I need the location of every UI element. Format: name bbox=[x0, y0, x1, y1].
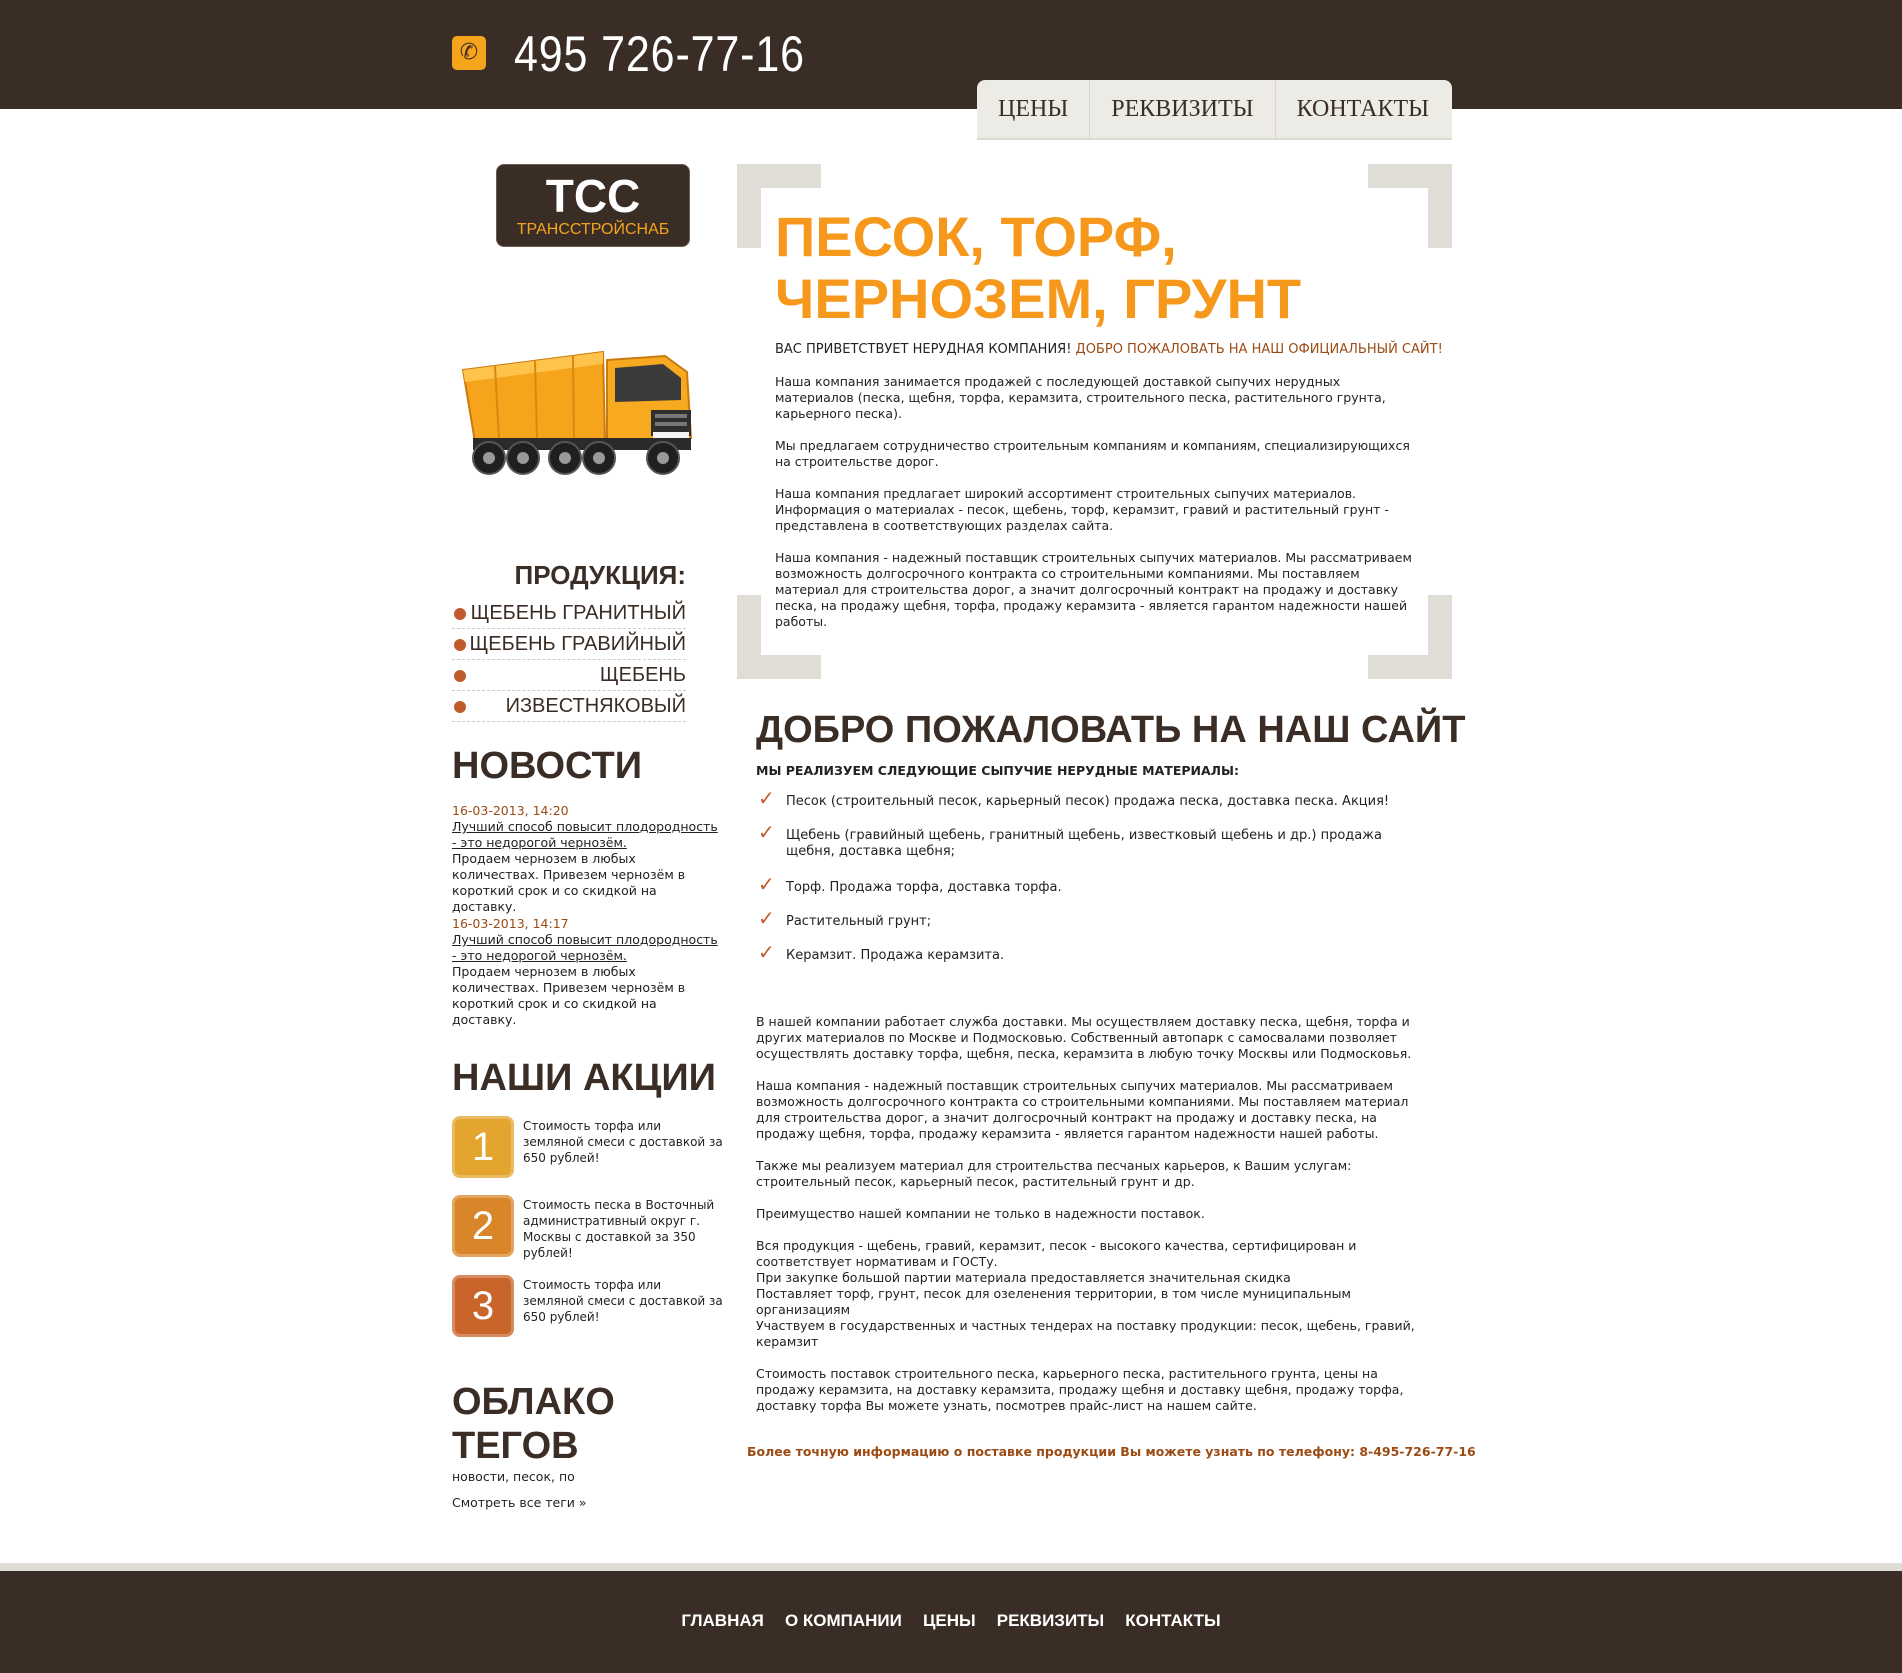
main-body bbox=[756, 1014, 1436, 1430]
top-nav bbox=[977, 80, 1452, 138]
hero-paragraph: Наша компания предлагает широкий ассортимент строительных сыпучих материалов. Информация о материалах - песок, щебень, торф, керамзит, гравий и растительный грунт - представлена в соответствующих разделах сайта. bbox=[775, 486, 1389, 533]
promo-number: 2 bbox=[452, 1195, 514, 1257]
hero-box bbox=[737, 164, 1452, 679]
logo[interactable] bbox=[496, 164, 690, 247]
product-item[interactable] bbox=[452, 598, 686, 629]
material-text: Песок (строительный песок, карьерный песок) продажа песка, доставка песка. Акция! bbox=[786, 794, 1390, 809]
hero-greeting bbox=[775, 342, 1443, 357]
hero-body bbox=[775, 374, 1415, 646]
products-list bbox=[452, 598, 686, 722]
material-text: Торф. Продажа торфа, доставка торфа. bbox=[786, 880, 1062, 895]
product-item[interactable] bbox=[452, 629, 686, 660]
bullet-icon bbox=[454, 701, 466, 713]
body-paragraph: Стоимость поставок строительного песка, карьерного песка, растительного грунта, цены на продажу керамзита, на доставку керамзита, продажу щебня и доставку щебня, продажу торфа, доставку торфа Вы можете узнать, посмотрев прайс-лист на нашем сайте. bbox=[756, 1366, 1404, 1413]
footer-link-prices[interactable]: ЦЕНЫ bbox=[922, 1611, 976, 1630]
material-text: Керамзит. Продажа керамзита. bbox=[786, 948, 1005, 963]
material-item bbox=[756, 786, 1416, 810]
welcome-title: ДОБРО ПОЖАЛОВАТЬ НА НАШ САЙТ bbox=[756, 709, 1466, 751]
checkmark-icon: ✓ bbox=[758, 940, 775, 964]
body-paragraph: В нашей компании работает служба доставки. Мы осуществляем доставку песка, щебня, торфа и других материалов по Москве и Подмосковью. Собственный автопарк с самосвалами позволяет осуществлять доставку торфа, щебня, песка, керамзита в любую точку Москвы или Подмосковья. bbox=[756, 1014, 1412, 1061]
news-item bbox=[452, 803, 722, 915]
greeting-text: ВАС ПРИВЕТСТВУЕТ НЕРУДНАЯ КОМПАНИЯ! bbox=[775, 342, 1076, 357]
header-bar bbox=[0, 0, 1902, 109]
hero-paragraph: Наша компания занимается продажей с последующей доставкой сыпучих нерудных материалов (песка, щебня, торфа, керамзита, строительного песка, растительного грунта, карьерного песка). bbox=[775, 374, 1386, 421]
promo-number: 1 bbox=[452, 1116, 514, 1178]
footer-link-requisites[interactable]: РЕКВИЗИТЫ bbox=[996, 1611, 1105, 1630]
news-title: НОВОСТИ bbox=[452, 745, 643, 787]
product-item[interactable] bbox=[452, 691, 686, 722]
promo-item[interactable] bbox=[452, 1116, 722, 1180]
checkmark-icon: ✓ bbox=[758, 820, 775, 844]
checkmark-icon: ✓ bbox=[758, 786, 775, 810]
body-paragraph: Наша компания - надежный поставщик строительных сыпучих материалов. Мы рассматриваем возможность долгосрочного контракта со строительными компаниями. Мы поставляем материал для строительства дорог, а значит долгосрочный контракт на продажу и доставку песка, на продажу щебня, торфа, продажу керамзита - является гарантом надежности нашей работы. bbox=[756, 1078, 1409, 1141]
dump-truck-image bbox=[455, 330, 735, 490]
news-link[interactable]: Лучший способ повысит плодородность - это недорогой чернозём. bbox=[452, 819, 718, 850]
material-item bbox=[756, 872, 1416, 896]
material-item bbox=[756, 820, 1416, 860]
footer-nav bbox=[0, 1611, 1902, 1631]
hero-paragraph: Наша компания - надежный поставщик строительных сыпучих материалов. Мы рассматриваем возможность долгосрочного контракта со строительными компаниями. Мы поставляем материал для строительства дорог, а значит долгосрочный контракт на продажу и доставку песка, на продажу щебня, торфа, продажу керамзита - является гарантом надежности нашей работы. bbox=[775, 550, 1412, 629]
tags-title: ОБЛАКО ТЕГОВ bbox=[452, 1381, 615, 1467]
product-label: ЩЕБЕНЬ ГРАВИЙНЫЙ bbox=[469, 633, 686, 655]
footer bbox=[0, 1571, 1902, 1673]
hero-title: ПЕСОК, ТОРФ, ЧЕРНОЗЕМ, ГРУНТ bbox=[775, 205, 1302, 330]
bullet-icon bbox=[454, 608, 466, 620]
checkmark-icon: ✓ bbox=[758, 872, 775, 896]
nav-requisites[interactable]: РЕКВИЗИТЫ bbox=[1090, 80, 1275, 138]
logo-abbr: ТСС bbox=[545, 170, 641, 222]
promo-text: Стоимость песка в Восточный административный округ г. Москвы с доставкой за 350 рублей! bbox=[523, 1198, 715, 1260]
body-paragraph: Вся продукция - щебень, гравий, керамзит, песок - высокого качества, сертифицирован и соответствует нормативам и ГОСТу. При закупке большой партии материала предоставляется значительная скидка Поставляет торф, грунт, песок для озеленения территории, в том числе муниципальным организациям Участвуем в государственных и частных тендерах на поставку продукции: песок, щебень, гравий, керамзит bbox=[756, 1238, 1415, 1349]
contact-callout: Более точную информацию о поставке продукции Вы можете узнать по телефону: 8-495-726-77-16 bbox=[747, 1444, 1476, 1459]
product-label: ЩЕБЕНЬ bbox=[599, 664, 686, 686]
material-item bbox=[756, 906, 1416, 930]
material-text: Щебень (гравийный щебень, гранитный щебень, известковый щебень и др.) продажа щебня, доставка щебня; bbox=[786, 828, 1382, 859]
news-date: 16-03-2013, 14:20 bbox=[452, 803, 569, 818]
news-item bbox=[452, 916, 722, 1028]
promo-text: Стоимость торфа или земляной смеси с доставкой за 650 рублей! bbox=[523, 1119, 723, 1165]
tags-line[interactable]: новости, песок, по bbox=[452, 1469, 575, 1484]
promos-title: НАШИ АКЦИИ bbox=[452, 1057, 716, 1099]
news-text: Продаем чернозем в любых количествах. Привезем чернозём в короткий срок и со скидкой на доставку. bbox=[452, 851, 686, 914]
footer-divider bbox=[0, 1563, 1902, 1571]
products-title: ПРОДУКЦИЯ: bbox=[514, 560, 686, 590]
promo-number: 3 bbox=[452, 1275, 514, 1337]
material-item bbox=[756, 940, 1416, 964]
header-phone[interactable]: 495 726-77-16 bbox=[514, 26, 805, 82]
logo-name: ТРАНССТРОЙСНАБ bbox=[516, 221, 670, 238]
product-item[interactable] bbox=[452, 660, 686, 691]
tags-all-link[interactable]: Смотреть все теги » bbox=[452, 1495, 587, 1510]
footer-link-about[interactable]: О КОМПАНИИ bbox=[784, 1611, 902, 1630]
nav-prices[interactable]: ЦЕНЫ bbox=[977, 80, 1090, 138]
material-text: Растительный грунт; bbox=[786, 914, 932, 929]
welcome-subtitle: МЫ РЕАЛИЗУЕМ СЛЕДУЮЩИЕ СЫПУЧИЕ НЕРУДНЫЕ МАТЕРИАЛЫ: bbox=[756, 763, 1239, 778]
greeting-accent: ДОБРО ПОЖАЛОВАТЬ НА НАШ ОФИЦИАЛЬНЫЙ САЙТ! bbox=[1075, 342, 1443, 357]
phone-icon: ✆ bbox=[452, 36, 486, 70]
news-link[interactable]: Лучший способ повысит плодородность - это недорогой чернозём. bbox=[452, 932, 718, 963]
product-label: ИЗВЕСТНЯКОВЫЙ bbox=[505, 695, 686, 717]
checkmark-icon: ✓ bbox=[758, 906, 775, 930]
promo-item[interactable] bbox=[452, 1275, 722, 1339]
footer-link-home[interactable]: ГЛАВНАЯ bbox=[681, 1611, 764, 1630]
materials-list bbox=[756, 786, 1416, 982]
footer-link-contacts[interactable]: КОНТАКТЫ bbox=[1125, 1611, 1221, 1630]
promo-item[interactable] bbox=[452, 1195, 722, 1259]
hero-paragraph: Мы предлагаем сотрудничество строительным компаниям и компаниям, специализирующихся на строительстве дорог. bbox=[775, 438, 1410, 469]
news-text: Продаем чернозем в любых количествах. Привезем чернозём в короткий срок и со скидкой на доставку. bbox=[452, 964, 686, 1027]
promo-text: Стоимость торфа или земляной смеси с доставкой за 650 рублей! bbox=[523, 1278, 723, 1324]
body-paragraph: Также мы реализуем материал для строительства песчаных карьеров, к Вашим услугам: строительный песок, карьерный песок, растительный грунт и др. bbox=[756, 1158, 1352, 1189]
bullet-icon bbox=[454, 670, 466, 682]
product-label: ЩЕБЕНЬ ГРАНИТНЫЙ bbox=[470, 602, 686, 624]
nav-contacts[interactable]: КОНТАКТЫ bbox=[1296, 96, 1430, 122]
body-paragraph: Преимущество нашей компании не только в надежности поставок. bbox=[756, 1206, 1205, 1221]
news-date: 16-03-2013, 14:17 bbox=[452, 916, 569, 931]
bullet-icon bbox=[454, 639, 466, 651]
